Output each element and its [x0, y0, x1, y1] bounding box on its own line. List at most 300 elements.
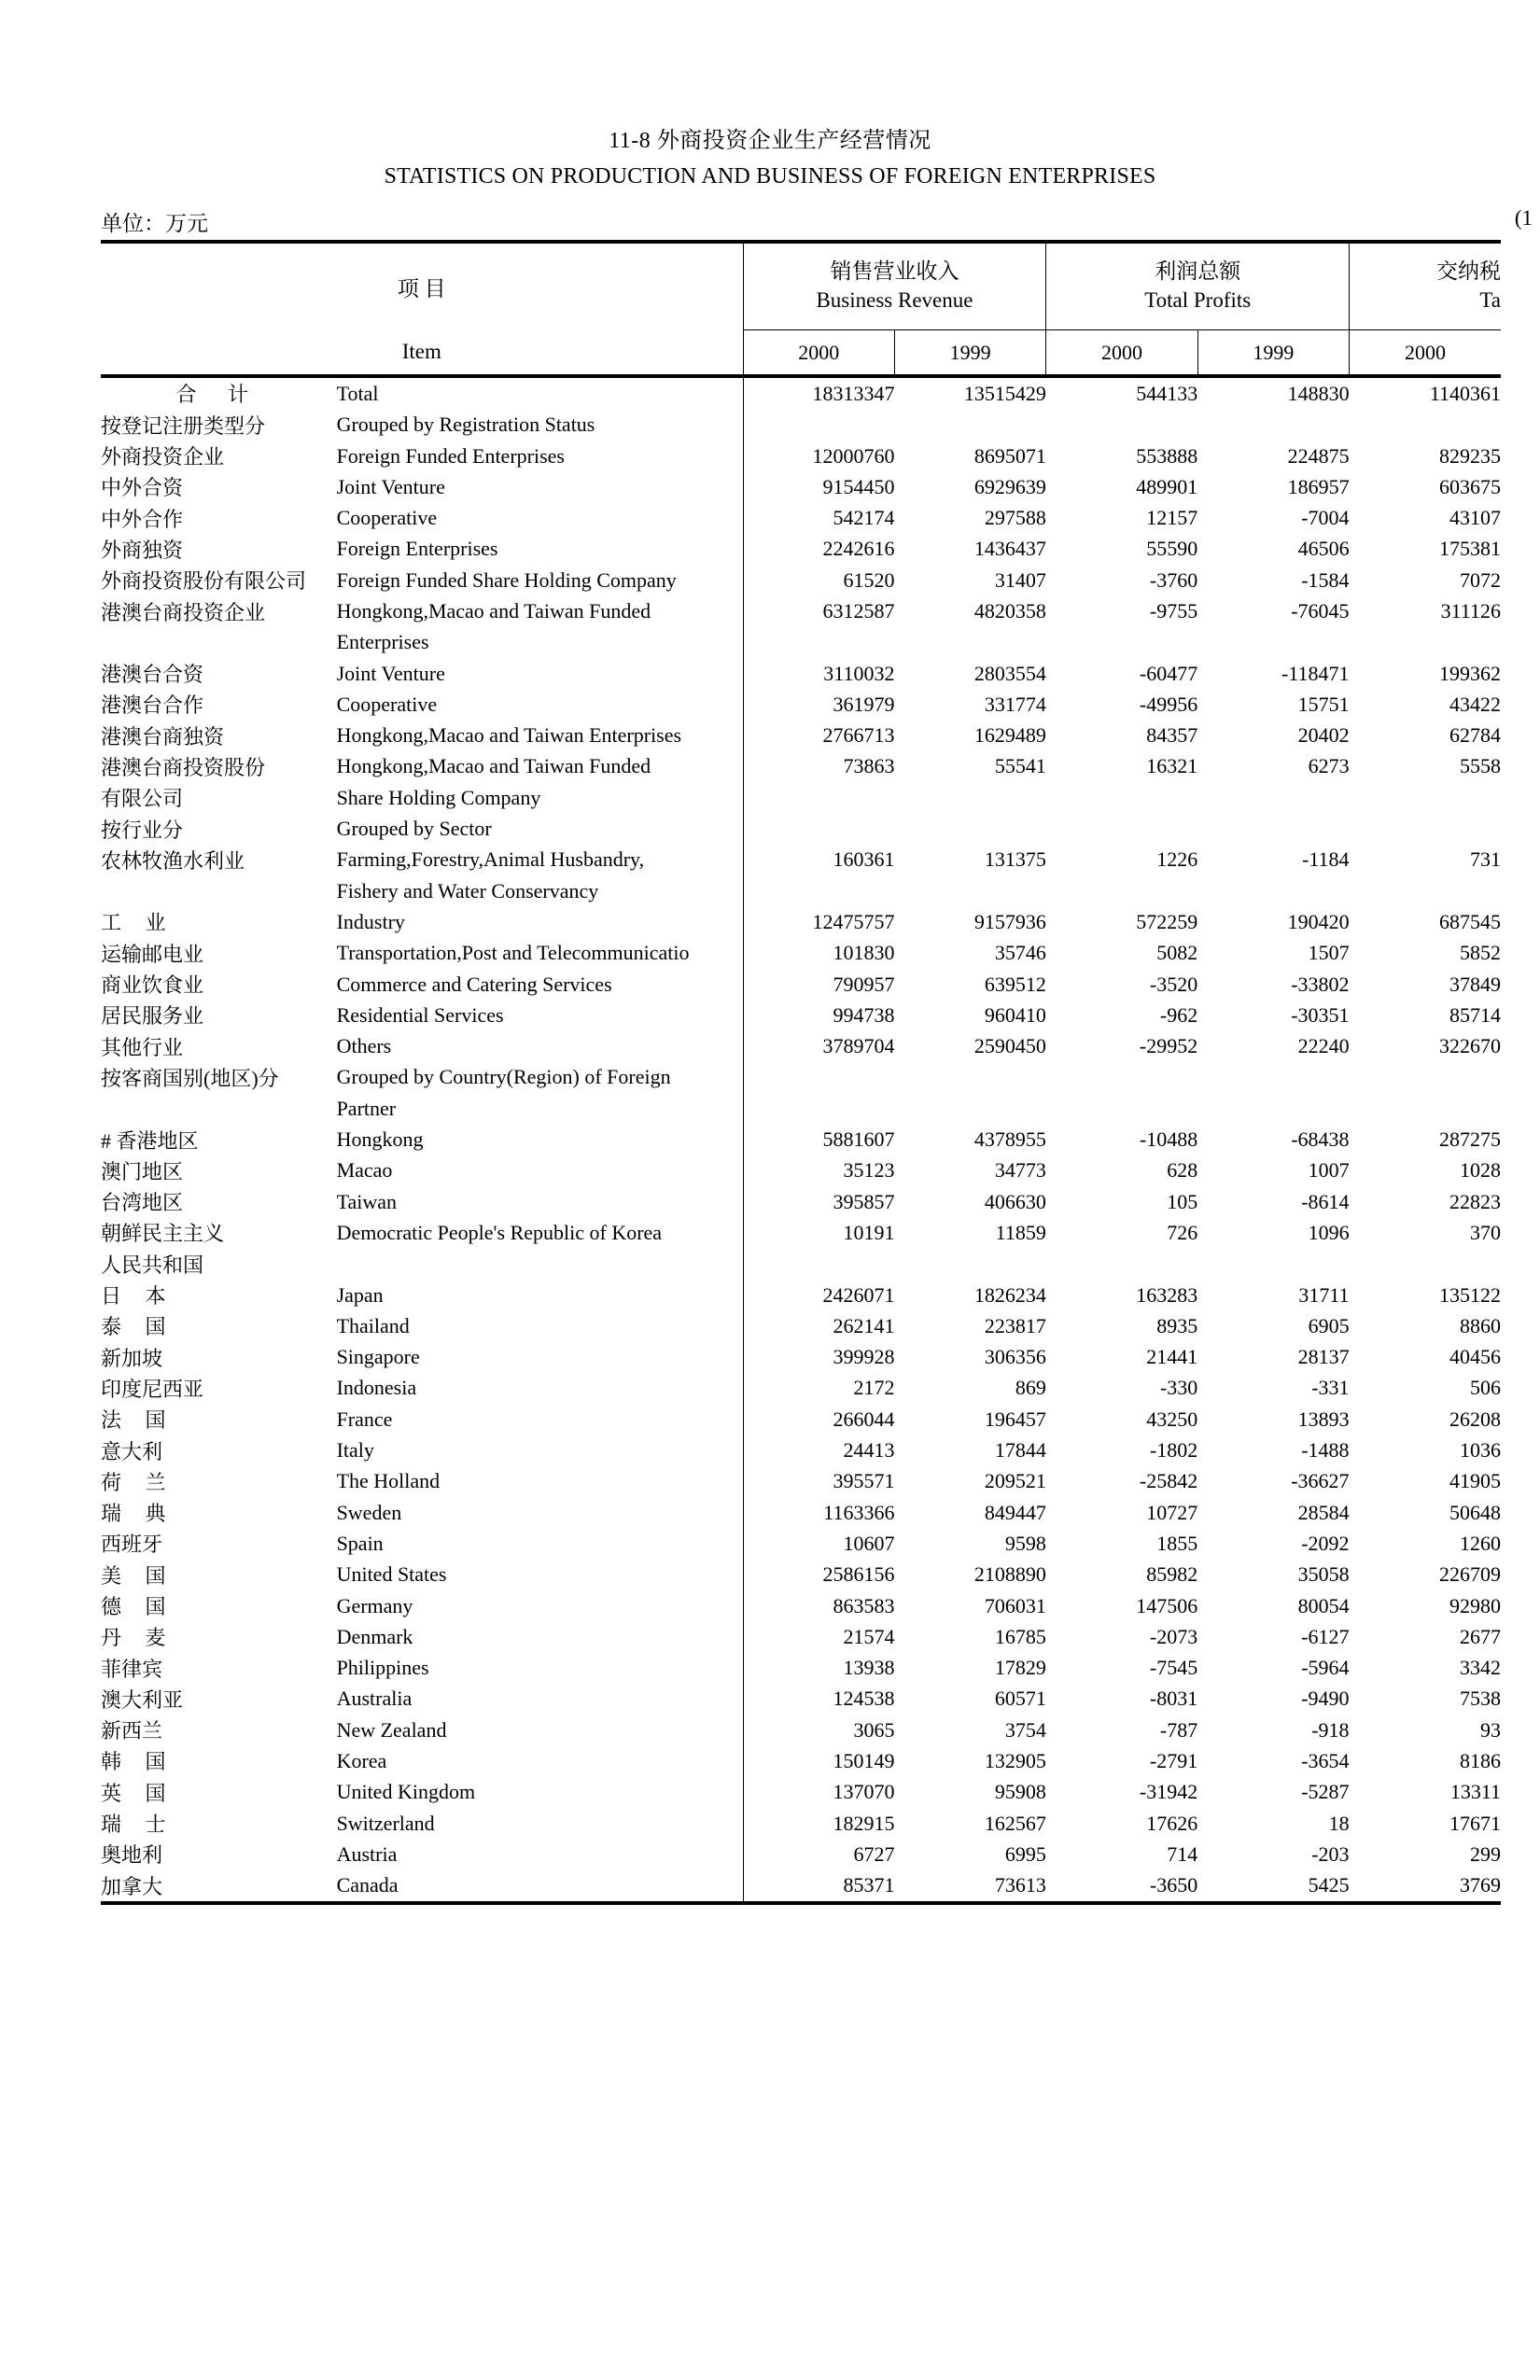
row-label-english: Germany	[336, 1593, 413, 1617]
cell-value: 3065	[743, 1715, 894, 1745]
row-label-chinese: 英 国	[101, 1781, 175, 1805]
cell-value: 85982	[1146, 1562, 1198, 1587]
header-group-tax	[1350, 242, 1501, 330]
row-label-chinese: 中外合作	[101, 507, 184, 531]
row-label-chinese: 澳门地区	[101, 1159, 184, 1183]
table-row	[101, 1745, 1501, 1776]
continuation-marker: (1	[1514, 205, 1533, 230]
statistics-table	[101, 240, 1501, 1905]
cell-value: -2791	[1149, 1748, 1198, 1772]
row-label-chinese: 丹 麦	[101, 1626, 175, 1650]
cell-value: 1226	[1156, 847, 1198, 872]
row-label-english: Joint Venture	[336, 474, 445, 498]
cell-value: 34773	[994, 1158, 1046, 1183]
cell-value: -7545	[1149, 1656, 1198, 1680]
row-label-english: Share Holding Company	[336, 785, 541, 809]
row-label-chinese: 菲律宾	[101, 1657, 163, 1681]
table-row	[101, 1528, 1501, 1559]
row-label-chinese: 意大利	[101, 1439, 163, 1463]
cell-value: 2586156	[743, 1560, 894, 1590]
cell-value: 55590	[1146, 537, 1198, 561]
row-label-chinese: 港澳台商投资企业	[101, 600, 266, 624]
cell-value: 43250	[1146, 1407, 1198, 1431]
cell-value: 2108890	[973, 1562, 1046, 1587]
cell-value	[743, 782, 894, 813]
cell-value	[1350, 875, 1501, 906]
cell-value	[1046, 1093, 1197, 1124]
cell-value: 8935	[1156, 1313, 1198, 1337]
cell-value: 6905	[1308, 1313, 1350, 1337]
cell-value: -203	[1311, 1841, 1350, 1866]
cell-value: -1802	[1149, 1438, 1198, 1463]
cell-value: 135122	[1439, 1282, 1501, 1307]
row-label-chinese: 外商独资	[101, 538, 184, 562]
cell-value: 16321	[1146, 754, 1198, 778]
cell-value: 2677	[1460, 1624, 1501, 1648]
cell-value: 92980	[1449, 1593, 1501, 1617]
row-label-english: United States	[336, 1562, 447, 1587]
page-title-chinese: 11-8 外商投资企业生产经营情况	[609, 129, 931, 153]
cell-value: 2426071	[743, 1280, 894, 1310]
cell-value: 196457	[984, 1407, 1046, 1431]
cell-value: 95908	[994, 1780, 1046, 1804]
row-label-english: Democratic People's Republic of Korea	[336, 1220, 663, 1244]
cell-value	[1197, 782, 1349, 813]
cell-value: -3654	[1301, 1748, 1350, 1772]
cell-value: 199362	[1439, 661, 1501, 685]
cell-value: 863583	[743, 1590, 894, 1621]
cell-value: 6995	[1004, 1841, 1046, 1866]
cell-value: 572259	[1136, 909, 1198, 933]
table-row	[101, 1249, 1501, 1280]
table-row	[101, 410, 1501, 441]
row-label-english: Transportation,Post and Telecommunicatio	[336, 941, 690, 965]
cell-value: -1488	[1301, 1438, 1350, 1463]
cell-value: 1007	[1308, 1158, 1350, 1183]
row-label-chinese: 印度尼西亚	[101, 1377, 204, 1401]
cell-value: 849447	[984, 1500, 1046, 1524]
cell-value	[1350, 813, 1501, 844]
cell-value	[1046, 627, 1197, 658]
row-label-chinese: 有限公司	[101, 787, 184, 811]
cell-value: 7538	[1460, 1687, 1501, 1711]
row-label-chinese: 其他行业	[101, 1035, 184, 1059]
cell-value	[743, 1249, 894, 1280]
row-label-english: Grouped by Country(Region) of Foreign	[336, 1065, 671, 1089]
cell-value: 726	[1167, 1220, 1198, 1244]
cell-value: 84357	[1146, 723, 1198, 748]
cell-value: 4820358	[973, 599, 1046, 623]
table-row	[101, 441, 1501, 471]
cell-value	[1197, 1062, 1349, 1093]
row-label-english: Macao	[336, 1158, 393, 1183]
cell-value	[1350, 1249, 1501, 1280]
cell-value	[743, 1062, 894, 1093]
row-label-english: Industry	[336, 909, 405, 933]
cell-value: 35058	[1297, 1562, 1350, 1587]
cell-value: -1184	[1302, 847, 1350, 872]
cell-value: 62784	[1449, 723, 1501, 748]
cell-value	[1197, 627, 1349, 658]
table-row	[101, 1186, 1501, 1217]
cell-value: 209521	[984, 1469, 1046, 1493]
cell-value: 131375	[984, 847, 1046, 872]
cell-value: 26208	[1449, 1407, 1501, 1431]
cell-value: 506	[1470, 1376, 1501, 1400]
table-row	[101, 751, 1501, 782]
row-label-chinese: 按客商国别(地区)分	[101, 1066, 279, 1090]
cell-value: 43422	[1449, 692, 1501, 716]
header-year-profits-2000: 2000	[1046, 329, 1197, 376]
table-row	[101, 534, 1501, 565]
header-year-revenue-2000: 2000	[743, 329, 894, 376]
cell-value: 1507	[1308, 941, 1350, 965]
row-label-chinese: 农林牧渔水利业	[101, 848, 245, 873]
cell-value: 542174	[743, 502, 894, 533]
cell-value: 18	[1328, 1811, 1350, 1835]
cell-value: 16785	[994, 1624, 1046, 1648]
cell-value: 1855	[1156, 1531, 1198, 1555]
table-row	[101, 938, 1501, 969]
cell-value: 297588	[984, 506, 1046, 530]
cell-value: 6273	[1308, 754, 1350, 778]
row-label-english: Fishery and Water Conservancy	[336, 878, 599, 903]
table-row	[101, 502, 1501, 533]
cell-value: 175381	[1439, 537, 1501, 561]
row-label-chinese: 台湾地区	[101, 1191, 184, 1215]
row-label-chinese	[101, 1093, 337, 1124]
cell-value	[894, 1093, 1045, 1124]
row-label-chinese: 日 本	[101, 1284, 175, 1309]
row-label-english: Switzerland	[336, 1811, 435, 1835]
row-label-english: Thailand	[336, 1313, 410, 1337]
row-label-chinese: 外商投资股份有限公司	[101, 569, 307, 594]
cell-value: 224875	[1287, 443, 1350, 468]
row-label-chinese	[101, 875, 337, 906]
cell-value	[894, 1062, 1045, 1093]
cell-value: 7072	[1460, 567, 1501, 592]
cell-value: -10488	[1139, 1127, 1198, 1152]
row-label-chinese: 人民共和国	[101, 1253, 204, 1277]
cell-value: 22823	[1449, 1189, 1501, 1213]
cell-value: 8860	[1460, 1313, 1501, 1337]
cell-value: 6727	[743, 1839, 894, 1869]
cell-value: 9598	[1004, 1531, 1046, 1555]
cell-value: 17844	[994, 1438, 1046, 1463]
row-label-chinese: 港澳台商投资股份	[101, 755, 266, 779]
cell-value: 186957	[1287, 474, 1350, 498]
row-label-english: Hongkong,Macao and Taiwan Funded	[336, 599, 651, 623]
cell-value: 5881607	[743, 1124, 894, 1155]
cell-value: -918	[1311, 1717, 1350, 1742]
cell-value: 93	[1480, 1717, 1501, 1742]
cell-value	[1197, 875, 1349, 906]
row-label-english: Korea	[336, 1748, 387, 1772]
cell-value: 160361	[743, 845, 894, 875]
cell-value: -330	[1159, 1376, 1198, 1400]
cell-value: 9154450	[743, 471, 894, 502]
cell-value: 6929639	[973, 474, 1046, 498]
table-row	[101, 658, 1501, 689]
cell-value	[1350, 1062, 1501, 1093]
row-label-english: Austria	[336, 1841, 398, 1866]
cell-value: 132905	[984, 1748, 1046, 1772]
table-row	[101, 595, 1501, 626]
row-label-chinese	[101, 627, 337, 658]
cell-value	[1046, 875, 1197, 906]
cell-value: -31942	[1139, 1780, 1198, 1804]
cell-value: -8614	[1301, 1189, 1350, 1213]
cell-value: 2590450	[973, 1034, 1046, 1058]
table-row	[101, 1808, 1501, 1839]
table-row	[101, 1062, 1501, 1093]
table-row	[101, 1124, 1501, 1155]
cell-value: 55541	[994, 754, 1046, 778]
cell-value: -962	[1159, 1002, 1198, 1027]
cell-value	[1350, 782, 1501, 813]
cell-value: 101830	[743, 938, 894, 969]
table-row	[101, 1839, 1501, 1869]
cell-value	[1046, 1062, 1197, 1093]
header-year-tax-2000: 2000	[1350, 329, 1501, 376]
table-row	[101, 1373, 1501, 1404]
row-label-english: United Kingdom	[336, 1780, 476, 1804]
cell-value: 489901	[1136, 474, 1198, 498]
row-label-english: Others	[336, 1034, 392, 1058]
cell-value: 105	[1167, 1189, 1198, 1213]
cell-value: 10191	[743, 1217, 894, 1248]
row-label-chinese: 商业饮食业	[101, 973, 204, 998]
table-header	[101, 242, 1501, 377]
cell-value: 12157	[1146, 506, 1198, 530]
row-label-chinese: 瑞 士	[101, 1813, 175, 1837]
cell-value: 148830	[1197, 376, 1349, 409]
cell-value	[743, 410, 894, 441]
cell-value: 43107	[1449, 506, 1501, 530]
row-label-english: Indonesia	[336, 1376, 417, 1400]
cell-value: 1036	[1460, 1438, 1501, 1463]
cell-value: 31407	[994, 567, 1046, 592]
row-label-chinese: 朝鲜民主主义	[101, 1222, 225, 1246]
cell-value: 2803554	[973, 661, 1046, 685]
cell-value	[1046, 782, 1197, 813]
table-row	[101, 1093, 1501, 1124]
cell-value: -331	[1311, 1376, 1350, 1400]
cell-value: -6127	[1301, 1624, 1350, 1648]
table-row	[101, 969, 1501, 1000]
cell-value: 361979	[743, 689, 894, 720]
cell-value	[1197, 410, 1349, 441]
row-label-english	[337, 1249, 744, 1280]
row-label-english: Enterprises	[336, 630, 429, 654]
cell-value	[743, 813, 894, 844]
cell-value: 73863	[743, 751, 894, 782]
cell-value	[1197, 1093, 1349, 1124]
cell-value: 41905	[1449, 1469, 1501, 1493]
row-label-english: Joint Venture	[336, 661, 445, 685]
row-label-english: Grouped by Registration Status	[336, 413, 595, 437]
row-label-chinese: 泰 国	[101, 1315, 175, 1339]
row-label-english: Singapore	[336, 1345, 420, 1369]
cell-value: -2092	[1301, 1531, 1350, 1555]
cell-value: 639512	[984, 972, 1046, 996]
row-label-chinese: 港澳台合作	[101, 693, 204, 718]
header-group-zh: 利润总额	[1155, 259, 1241, 284]
cell-value: 28584	[1297, 1500, 1350, 1524]
cell-value: 13311	[1449, 1780, 1501, 1804]
cell-value: 322670	[1439, 1034, 1501, 1058]
cell-value: 4378955	[973, 1127, 1046, 1152]
row-label-english: Australia	[336, 1687, 413, 1711]
row-label-english: Italy	[336, 1438, 374, 1463]
cell-value: 163283	[1136, 1282, 1198, 1307]
cell-value: 24413	[743, 1435, 894, 1465]
cell-value: 35123	[743, 1155, 894, 1186]
table-row	[101, 1310, 1501, 1341]
table-row	[101, 1466, 1501, 1497]
cell-value: 370	[1470, 1220, 1501, 1244]
cell-value: 2766713	[743, 721, 894, 751]
table-row	[101, 565, 1501, 595]
table-row	[101, 845, 1501, 875]
cell-value: 1163366	[743, 1497, 894, 1528]
cell-value: -118471	[1281, 661, 1350, 685]
cell-value: 190420	[1287, 909, 1350, 933]
row-label-chinese: 合 计	[101, 376, 337, 409]
cell-value: 17829	[994, 1656, 1046, 1680]
cell-value: 1436437	[973, 537, 1046, 561]
cell-value	[1350, 410, 1501, 441]
cell-value: -29952	[1139, 1034, 1198, 1058]
cell-value: -49956	[1139, 692, 1198, 716]
cell-value: 61520	[743, 565, 894, 595]
table-row	[101, 1341, 1501, 1372]
row-label-english: Commerce and Catering Services	[336, 972, 612, 996]
row-label-chinese: 瑞 典	[101, 1502, 175, 1526]
table-row	[101, 1280, 1501, 1310]
row-label-english: Foreign Funded Share Holding Company	[336, 567, 677, 592]
cell-value: -76045	[1291, 599, 1350, 623]
header-group-zh: 交纳税	[1436, 259, 1501, 284]
cell-value: 28137	[1297, 1345, 1350, 1369]
header-group-zh: 销售营业收入	[830, 259, 959, 284]
cell-value: 85371	[743, 1870, 894, 1903]
cell-value: 714	[1167, 1841, 1198, 1866]
cell-value: 1826234	[973, 1282, 1046, 1307]
cell-value: 266044	[743, 1404, 894, 1435]
table-row	[101, 1497, 1501, 1528]
cell-value: -8031	[1149, 1687, 1198, 1711]
row-label-chinese: 新加坡	[101, 1346, 163, 1370]
table-row	[101, 1000, 1501, 1030]
header-item-chinese: 项 目	[101, 242, 743, 330]
row-label-chinese: 工 业	[101, 911, 175, 935]
table-row	[101, 1217, 1501, 1248]
cell-value: 5082	[1156, 941, 1198, 965]
cell-value: -33802	[1291, 972, 1350, 996]
table-row	[101, 1652, 1501, 1683]
row-label-english: Hongkong,Macao and Taiwan Enterprises	[336, 723, 682, 748]
table-row	[101, 1031, 1501, 1062]
header-group-en: Total Profits	[1144, 287, 1252, 312]
cell-value: 395571	[743, 1466, 894, 1497]
cell-value: 5558	[1460, 754, 1501, 778]
row-label-english: Foreign Funded Enterprises	[336, 443, 565, 468]
cell-value: -3760	[1149, 567, 1198, 592]
table-body	[101, 376, 1501, 1903]
row-label-english: Cooperative	[336, 506, 438, 530]
cell-value: 306356	[984, 1345, 1046, 1369]
row-label-english: Hongkong	[336, 1127, 424, 1152]
cell-value: -60477	[1139, 661, 1198, 685]
header-group-total-profits	[1046, 242, 1350, 330]
cell-value: 12475757	[743, 906, 894, 937]
cell-value: 20402	[1297, 723, 1350, 748]
cell-value: 137070	[743, 1777, 894, 1808]
cell-value: 3110032	[743, 658, 894, 689]
row-label-chinese: 德 国	[101, 1595, 175, 1618]
row-label-chinese: 港澳台合资	[101, 663, 204, 687]
cell-value: 80054	[1297, 1593, 1350, 1617]
table-row	[101, 471, 1501, 502]
cell-value: 50648	[1449, 1500, 1501, 1524]
table-row	[101, 1560, 1501, 1590]
cell-value: -30351	[1291, 1002, 1350, 1027]
row-label-chinese: 韩 国	[101, 1750, 175, 1774]
cell-value: 3789704	[743, 1031, 894, 1062]
row-label-english: Sweden	[336, 1500, 402, 1524]
cell-value: 21574	[743, 1621, 894, 1652]
cell-value: 299	[1470, 1841, 1501, 1866]
cell-value: -36627	[1291, 1469, 1350, 1493]
cell-value: 150149	[743, 1745, 894, 1776]
row-label-english: The Holland	[336, 1469, 441, 1493]
table-row	[101, 721, 1501, 751]
header-group-en: Business Revenue	[816, 287, 973, 312]
table-row	[101, 1590, 1501, 1621]
cell-value: 17671	[1449, 1811, 1501, 1835]
cell-value	[743, 627, 894, 658]
row-label-english: Total	[337, 376, 744, 409]
cell-value	[743, 1093, 894, 1124]
row-label-english: Residential Services	[336, 1002, 504, 1027]
table-row	[101, 1404, 1501, 1435]
table-row	[101, 1777, 1501, 1808]
cell-value: -3650	[1046, 1870, 1197, 1903]
cell-value: 3769	[1350, 1870, 1501, 1903]
row-label-chinese: 美 国	[101, 1563, 175, 1588]
unit-label: 单位：万元	[101, 211, 208, 235]
cell-value	[1046, 410, 1197, 441]
cell-value: -25842	[1139, 1469, 1198, 1493]
cell-value: 399928	[743, 1341, 894, 1372]
cell-value: 223817	[984, 1313, 1046, 1337]
cell-value: -5964	[1301, 1656, 1350, 1680]
header-year-revenue-1999: 1999	[894, 329, 1045, 376]
cell-value	[1350, 1093, 1501, 1124]
cell-value: -2073	[1149, 1624, 1198, 1648]
table-row	[101, 1621, 1501, 1652]
row-label-english: Canada	[337, 1870, 744, 1903]
unit-row	[0, 206, 1540, 238]
cell-value: -9490	[1301, 1687, 1350, 1711]
cell-value: 406630	[984, 1189, 1046, 1213]
cell-value: 5425	[1197, 1870, 1349, 1903]
cell-value: 8695071	[973, 443, 1046, 468]
cell-value: 3754	[1004, 1717, 1046, 1742]
cell-value: 9157936	[973, 909, 1046, 933]
row-label-english: Grouped by Sector	[336, 817, 492, 841]
